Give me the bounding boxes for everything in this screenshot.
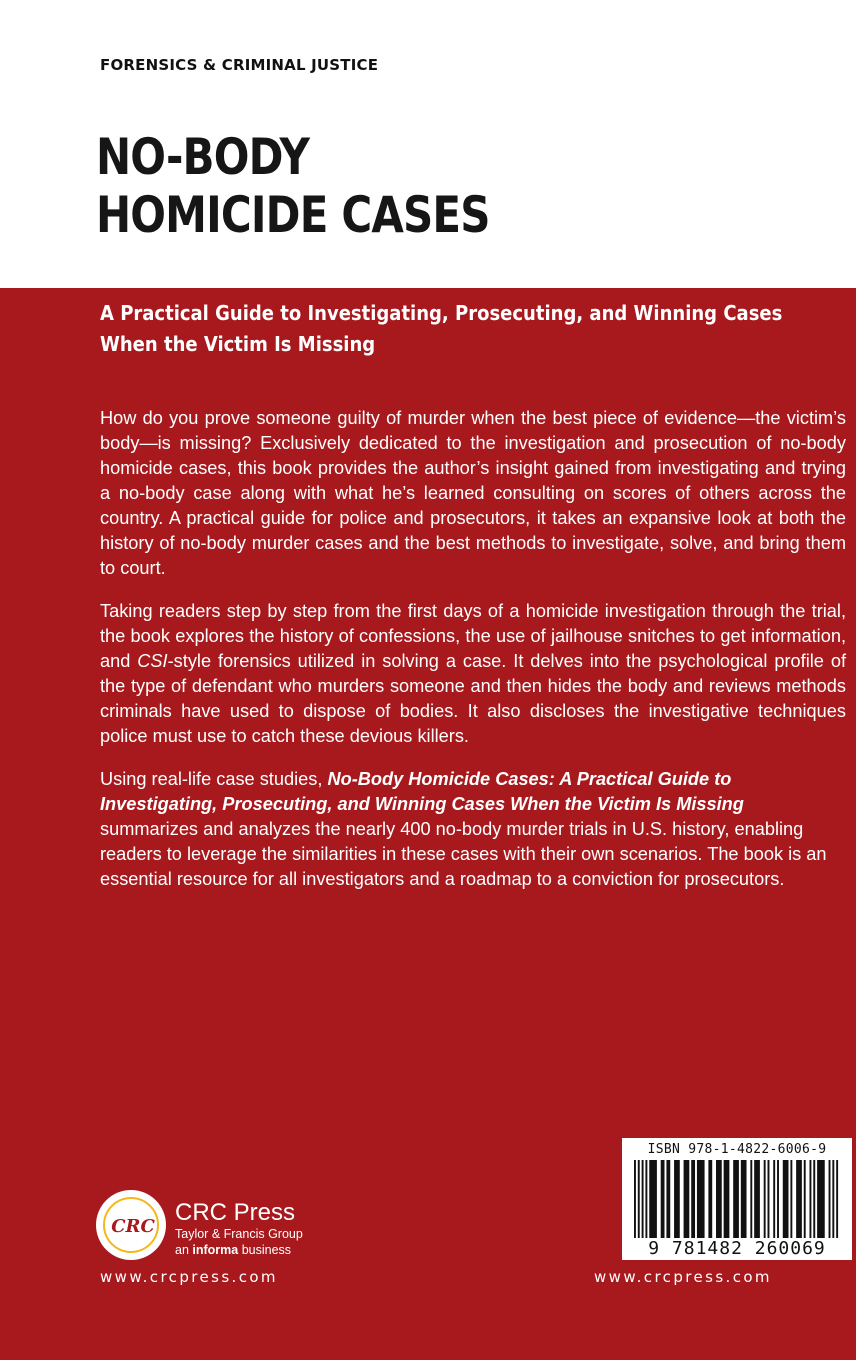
publisher-name: CRC Press bbox=[175, 1199, 296, 1226]
barcode-bar bbox=[804, 1160, 806, 1238]
barcode-bar bbox=[817, 1160, 825, 1238]
barcode-digits: 9 781482 260069 bbox=[648, 1238, 826, 1259]
barcode-bar bbox=[708, 1160, 712, 1238]
barcode-bar bbox=[691, 1160, 695, 1238]
barcode-bar bbox=[697, 1160, 705, 1238]
subtitle-line-2: When the Victim Is Missing bbox=[100, 332, 376, 356]
barcode-bar bbox=[642, 1160, 644, 1238]
crc-logo-ring bbox=[103, 1197, 159, 1253]
barcode-bar bbox=[684, 1160, 690, 1238]
book-description bbox=[100, 406, 846, 910]
book-title-inline: No-Body Homicide Cases: A Practical Guide to Investigating, Prosecuting, and Winning Cases When the Victim Is Missing bbox=[100, 769, 744, 814]
publisher-block bbox=[175, 1200, 303, 1258]
barcode-bar bbox=[638, 1160, 640, 1238]
barcode-bar bbox=[716, 1160, 722, 1238]
barcode-bar bbox=[674, 1160, 680, 1238]
barcode-bar bbox=[754, 1160, 760, 1238]
barcode-bar bbox=[836, 1160, 838, 1238]
barcode-bar bbox=[741, 1160, 747, 1238]
publisher-group: Taylor & Francis Group bbox=[175, 1227, 303, 1241]
barcode-bar bbox=[724, 1160, 730, 1238]
description-paragraph-2 bbox=[100, 599, 846, 749]
barcode-bar bbox=[634, 1160, 636, 1238]
barcode-bar bbox=[649, 1160, 657, 1238]
barcode-bars bbox=[634, 1160, 840, 1238]
barcode-bar bbox=[829, 1160, 831, 1238]
title-line-1: NO-BODY bbox=[96, 128, 310, 186]
barcode-bar bbox=[777, 1160, 779, 1238]
business-prefix: an bbox=[175, 1243, 193, 1257]
paragraph-3-text-b: summarizes and analyzes the nearly 400 no-body murder trials in U.S. history, enabling readers to leverage the similarities in these cases with their own scenarios. The book is an essential resource for all investigators and a roadmap to a conviction for prosecutors. bbox=[100, 819, 827, 889]
business-suffix: business bbox=[238, 1243, 292, 1257]
paragraph-2-text-a: Taking readers step by step from the first days of a homicide investigation through the trial, the book explores the history of confessions, the use of jailhouse snitches to get information, and bbox=[100, 601, 846, 671]
title-line-2: HOMICIDE CASES bbox=[96, 186, 490, 244]
publisher-business bbox=[175, 1242, 303, 1258]
description-paragraph-3 bbox=[100, 767, 846, 892]
book-subtitle bbox=[100, 298, 782, 360]
series-label: FORENSICS & CRIMINAL JUSTICE bbox=[100, 56, 379, 74]
barcode-bar bbox=[764, 1160, 766, 1238]
barcode-bar bbox=[773, 1160, 775, 1238]
publisher-url-left: www.crcpress.com bbox=[100, 1268, 278, 1286]
barcode-bar bbox=[796, 1160, 802, 1238]
subtitle-line-1: A Practical Guide to Investigating, Prosecuting, and Winning Cases bbox=[100, 301, 783, 325]
barcode-bar bbox=[832, 1160, 834, 1238]
isbn-barcode bbox=[622, 1138, 852, 1260]
csi-italic: CSI bbox=[137, 651, 168, 671]
informa-brand: informa bbox=[192, 1243, 239, 1257]
isbn-label: ISBN 978-1-4822-6006-9 bbox=[647, 1142, 827, 1157]
barcode-bar bbox=[813, 1160, 815, 1238]
barcode-bar bbox=[783, 1160, 789, 1238]
barcode-bar bbox=[666, 1160, 670, 1238]
barcode-bar bbox=[645, 1160, 647, 1238]
book-title bbox=[96, 128, 490, 244]
paragraph-3-text-a: Using real-life case studies, bbox=[100, 769, 328, 789]
publisher-url-right: www.crcpress.com bbox=[594, 1268, 772, 1286]
barcode-bar bbox=[809, 1160, 811, 1238]
paragraph-2-text-b: -style forensics utilized in solving a case. It delves into the psychological profile of the type of defendant who murders someone and then hides the body and reviews methods criminals have used to dispose of bodies. It also discloses the investigative techniques police must use to catch these devious killers. bbox=[100, 651, 846, 746]
crc-logo bbox=[96, 1190, 166, 1260]
barcode-bar bbox=[750, 1160, 752, 1238]
barcode-bar bbox=[790, 1160, 792, 1238]
barcode-bar bbox=[733, 1160, 739, 1238]
crc-logo-text: CRC bbox=[111, 1216, 155, 1237]
description-paragraph-1: How do you prove someone guilty of murder when the best piece of evidence—the victim’s body—is missing? Exclusively dedicated to the investigation and prosecution of no-body homicide cases, this book provides the author’s insight gained from investigating and trying a no-body case along with what he’s learned consulting on scores of others across the country. A practical guide for police and prosecutors, it takes an expansive look at both the history of no-body murder cases and the best methods to investigate, solve, and bring them to court. bbox=[100, 408, 846, 578]
barcode-bar bbox=[768, 1160, 770, 1238]
barcode-bar bbox=[661, 1160, 665, 1238]
